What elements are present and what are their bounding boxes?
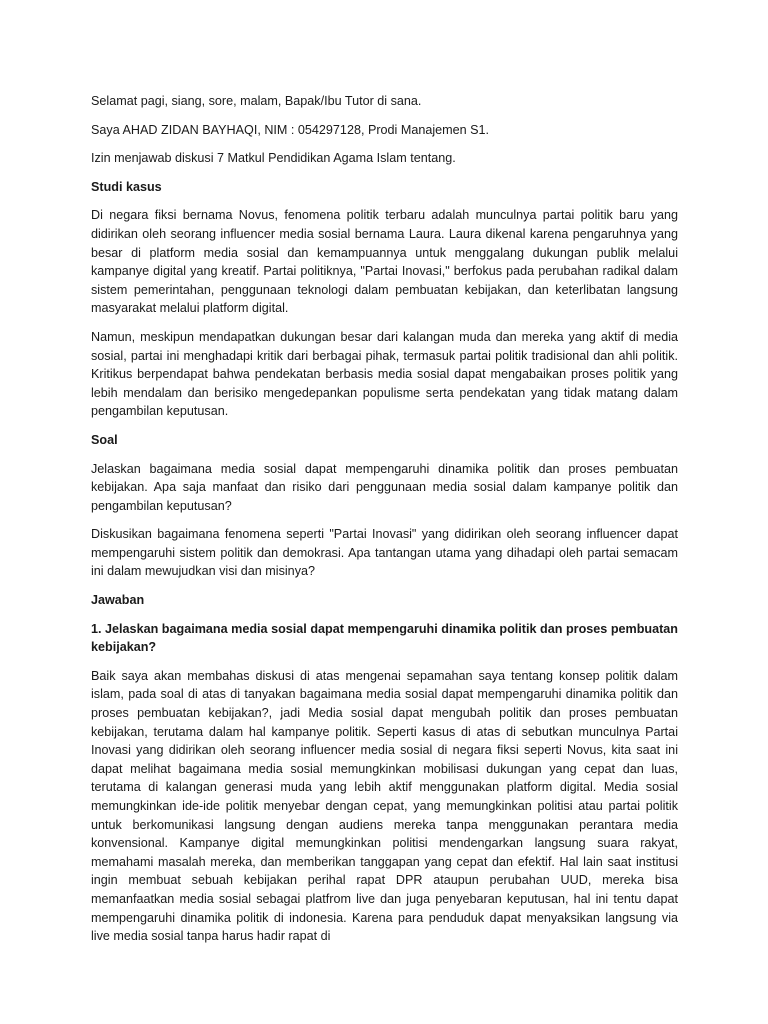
intro-paragraph: Izin menjawab diskusi 7 Matkul Pendidikan Agama Islam tentang. [91,151,456,166]
section-heading-soal: Soal [91,432,118,447]
question-paragraph-2: Diskusikan bagaimana fenomena seperti "Partai Inovasi" yang didirikan oleh seorang influencer dapat mempengaruhi sistem politik dan demokrasi. Apa tantangan utama yang dihadapi oleh partai semacam ini dalam mewujudkan visi dan misinya? [91,527,678,579]
case-paragraph-1: Di negara fiksi bernama Novus, fenomena politik terbaru adalah munculnya partai politik baru yang didirikan oleh seorang influencer media sosial bernama Laura. Laura dikenal karena pengaruhnya yang besar di platform media sosial dan kemampuannya untuk menggalang dukungan publik melalui kampanye digital yang kreatif. Partai politiknya, "Partai Inovasi," berfokus pada perubahan radikal dalam sistem pemerintahan, penggunaan teknologi dalam pembuatan kebijakan, dan keterlibatan langsung masyarakat melalui platform digital. [91,208,678,316]
answer-paragraph-1: Baik saya akan membahas diskusi di atas mengenai sepamahan saya tentang konsep politik dalam islam, pada soal di atas di tanyakan bagaimana media sosial dapat mempengaruhi dinamika politik dan proses pembuatan kebijakan?, jadi Media sosial dapat mengubah politik dan proses pembuatan kebijakan, terutama dalam hal kampanye politik. Seperti kasus di atas di sebutkan munculnya Partai Inovasi yang didirikan oleh seorang influencer media sosial di negara fiksi seperti Novus, kita saat ini dapat melihat bagaimana media sosial memungkinkan mobilisasi dukungan yang cepat dan luas, terutama di kalangan generasi muda yang lebih aktif menggunakan platform digital. Media sosial memungkinkan ide-ide politik menyebar dengan cepat, yang memungkinkan politisi atau partai politik untuk berkomunikasi langsung dengan audiens mereka tanpa menggunakan perantara media konvensional. Kampanye digital memungkinkan politisi mendengarkan langsung suara rakyat, memahami masalah mereka, dan memberikan tanggapan yang cepat dan efektif. Hal lain saat institusi ingin membuat sebuah kebijakan perihal rapat DPR ataupun perubahan UUD, mereka bisa memanfaatkan media sosial sebagai platfrom live dan juga penyebaran keputusan, hal ini tentu dapat mempengaruhi dinamika politik di indonesia. Karena para penduduk dapat menyaksikan langsung via live media sosial tanpa harus hadir rapat di [91,668,678,944]
section-heading-studi-kasus: Studi kasus [91,179,162,194]
answer-question-heading: 1. Jelaskan bagaimana media sosial dapat mempengaruhi dinamika politik dan proses pembuatan kebijakan? [91,621,678,655]
question-paragraph-1: Jelaskan bagaimana media sosial dapat mempengaruhi dinamika politik dan proses pembuatan kebijakan. Apa saja manfaat dan risiko dari penggunaan media sosial dalam kampanye politik dan pengambilan keputusan? [91,461,678,513]
identity-paragraph: Saya AHAD ZIDAN BAYHAQI, NIM : 054297128, Prodi Manajemen S1. [91,122,490,137]
greeting-paragraph: Selamat pagi, siang, sore, malam, Bapak/Ibu Tutor di sana. [91,94,422,108]
case-paragraph-2: Namun, meskipun mendapatkan dukungan besar dari kalangan muda dan mereka yang aktif di media sosial, partai ini menghadapi kritik dari berbagai pihak, termasuk partai politik tradisional dan ahli politik. Kritikus berpendapat bahwa pendekatan berbasis media sosial dapat mengabaikan proses politik yang lebih mendalam dan berisiko mengedepankan populisme serta pendekatan yang tidak matang dalam pengambilan keputusan. [91,329,678,419]
section-heading-jawaban: Jawaban [91,593,145,608]
document-body [91,92,678,956]
